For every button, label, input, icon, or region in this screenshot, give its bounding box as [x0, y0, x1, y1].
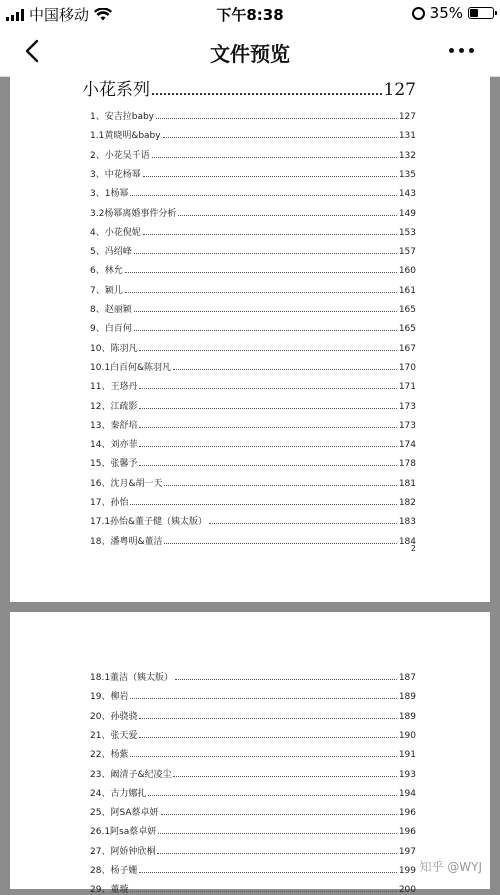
toc-heading-label: 小花系列: [82, 80, 150, 100]
toc-entry[interactable]: [90, 340, 416, 354]
toc-entry-page: 197: [398, 846, 416, 857]
toc-entry[interactable]: [90, 166, 416, 180]
toc-entry-label: 16、沈月&胡一天: [90, 478, 163, 489]
nav-bar: [0, 26, 500, 77]
toc-leader: [134, 253, 397, 254]
toc-entry-page: 190: [398, 730, 416, 741]
toc-entry-label: 23、阚清子&纪凌尘: [90, 769, 172, 780]
toc-leader: [125, 292, 397, 293]
toc-leader: [139, 872, 396, 873]
status-bar: [0, 0, 500, 26]
toc-entry[interactable]: [90, 147, 416, 161]
toc-entry-page: 149: [398, 208, 416, 219]
watermark: 知乎 @WYJ: [419, 860, 482, 874]
battery-fill: [470, 9, 478, 17]
toc-entry[interactable]: [90, 262, 416, 276]
more-options-icon[interactable]: [449, 48, 474, 53]
toc-entry[interactable]: [90, 359, 416, 373]
toc-entry-label: 1、安吉拉baby: [90, 112, 154, 122]
toc-entry-label: 18.1董洁（姨太版）: [90, 673, 174, 683]
toc-entry[interactable]: [90, 804, 416, 818]
toc-entry-label: 3、1杨幂: [90, 189, 129, 200]
toc-entry-label: 11、王珞丹: [90, 382, 138, 393]
toc-entry-label: 18、潘粤明&董洁: [90, 536, 163, 547]
toc-entry-label: 4、小花倪妮: [90, 227, 141, 238]
toc-entry-page: 160: [398, 266, 416, 277]
toc-entry-page: 194: [398, 788, 416, 799]
toc-leader: [139, 427, 396, 428]
toc-entry-page: 171: [398, 382, 416, 393]
toc-entry-page: 187: [398, 673, 416, 683]
toc-entry-label: 15、张馨予: [90, 459, 138, 470]
toc-leader: [178, 215, 396, 216]
toc-entry[interactable]: [90, 708, 416, 722]
document-page-1: [10, 76, 490, 602]
status-time: 下午8:38: [216, 6, 284, 24]
toc-leader: [143, 234, 397, 235]
toc-leader: [139, 465, 396, 466]
toc-leader: [130, 504, 396, 505]
toc-leader: [175, 679, 397, 680]
toc-entry-label: 12、江疏影: [90, 401, 138, 412]
toc-entry[interactable]: [90, 746, 416, 760]
toc-entry-label: 17.1孙怡&董子健（姨太版）: [90, 517, 208, 528]
toc-entry-page: 196: [398, 808, 416, 819]
toc-entry-page: 183: [398, 517, 416, 528]
toc-entry[interactable]: [90, 108, 416, 122]
toc-entry[interactable]: [90, 398, 416, 412]
toc-entry-label: 19、柳岩: [90, 692, 129, 703]
toc-leader: [139, 737, 396, 738]
toc-leader: [143, 176, 397, 177]
battery-percent: 35%: [429, 4, 463, 22]
toc-leader: [125, 272, 397, 273]
toc-entry-label: 21、张天爱: [90, 730, 138, 741]
toc-entry[interactable]: [90, 224, 416, 238]
toc-entry-page: 181: [398, 478, 416, 489]
toc-entry-page: 184: [398, 536, 416, 547]
toc-entry-label: 3.2杨幂离婚事件分析: [90, 208, 177, 219]
toc-entry-label: 10、陈羽凡: [90, 343, 138, 354]
toc-entry[interactable]: [90, 533, 416, 547]
toc-entry[interactable]: [90, 320, 416, 334]
toc-entry-page: 165: [398, 305, 416, 315]
toc-leader: [130, 891, 396, 892]
toc-entry-page: 127: [398, 112, 416, 122]
toc-entry[interactable]: [90, 243, 416, 257]
battery-icon: [468, 7, 494, 19]
toc-entry[interactable]: [90, 669, 416, 683]
toc-entry-page: 170: [398, 362, 416, 373]
toc-entry-page: 132: [398, 150, 416, 161]
document-page-2: [10, 612, 490, 895]
toc-entry-page: 161: [398, 285, 416, 296]
toc-entry[interactable]: [90, 727, 416, 741]
toc-entry-page: 153: [398, 227, 416, 238]
toc-entry[interactable]: [90, 417, 416, 431]
toc-entry[interactable]: [90, 881, 416, 895]
toc-leader: [148, 795, 396, 796]
toc-entry-page: 178: [398, 459, 416, 470]
toc-entry-label: 22、杨紫: [90, 750, 129, 761]
toc-entry[interactable]: [90, 785, 416, 799]
toc-entry[interactable]: [90, 185, 416, 199]
toc-leader: [152, 93, 382, 95]
toc-entry-label: 2、小花吴千语: [90, 150, 150, 161]
toc-entry-label: 25、阿SA蔡卓妍: [90, 808, 159, 819]
toc-entry-page: 191: [398, 750, 416, 761]
toc-entry[interactable]: [90, 301, 416, 315]
toc-leader: [130, 195, 396, 196]
toc-entry-label: 27、阿娇钟欣桐: [90, 846, 156, 857]
toc-entry[interactable]: [90, 823, 416, 837]
toc-heading[interactable]: [82, 76, 416, 100]
toc-entry[interactable]: [90, 688, 416, 702]
toc-entry-label: 20、孙骁骁: [90, 711, 138, 722]
carrier-name: 中国移动: [29, 6, 90, 24]
toc-entry-label: 17、孙怡: [90, 498, 129, 508]
toc-entry[interactable]: [90, 494, 416, 508]
toc-entry[interactable]: [90, 205, 416, 219]
toc-leader: [164, 485, 396, 486]
toc-leader: [139, 350, 396, 351]
toc-leader: [161, 814, 397, 815]
toc-entry[interactable]: [90, 282, 416, 296]
toc-entry-label: 8、赵丽颖: [90, 305, 132, 315]
toc-leader: [152, 157, 397, 158]
toc-entry-label: 6、林允: [90, 266, 123, 277]
toc-entry[interactable]: [90, 843, 416, 857]
toc-leader: [139, 446, 396, 447]
toc-entry-page: 167: [398, 343, 416, 354]
toc-leader: [173, 369, 397, 370]
orientation-lock-icon: [412, 7, 425, 20]
toc-entry-page: 143: [398, 189, 416, 200]
toc-entry-page: 196: [398, 827, 416, 838]
toc-entry[interactable]: [90, 475, 416, 489]
toc-leader: [139, 388, 396, 389]
toc-entry-label: 26.1阿sa蔡卓妍: [90, 827, 157, 838]
toc-entry-page: 199: [398, 866, 416, 876]
toc-leader: [173, 776, 396, 777]
toc-entry-label: 10.1白百何&陈羽凡: [90, 362, 172, 373]
toc-leader: [156, 118, 397, 119]
toc-entry-page: 189: [398, 711, 416, 722]
toc-entry-page: 157: [398, 247, 416, 258]
toc-leader: [164, 543, 396, 544]
toc-heading-page: 127: [383, 80, 416, 100]
toc-entry[interactable]: [90, 513, 416, 527]
toc-entry-label: 14、刘亦菲: [90, 440, 138, 451]
toc-entry[interactable]: [90, 436, 416, 450]
toc-entry-page: 189: [398, 692, 416, 703]
toc-entry-label: 7、颖儿: [90, 285, 123, 296]
toc-entry-label: 5、冯绍峰: [90, 247, 132, 258]
toc-entry-label: 1.1黄晓明&baby: [90, 131, 161, 142]
toc-entry[interactable]: [90, 766, 416, 780]
toc-leader: [134, 330, 397, 331]
toc-entry-page: 173: [398, 420, 416, 431]
toc-entry-label: 3、中花杨幂: [90, 169, 141, 180]
toc-leader: [158, 833, 397, 834]
toc-leader: [134, 311, 397, 312]
toc-leader: [130, 756, 396, 757]
toc-entry-page: 182: [398, 498, 416, 508]
toc-leader: [130, 698, 396, 699]
toc-entry-page: 193: [398, 769, 416, 780]
toc-entry-page: 200: [398, 885, 416, 895]
toc-entry-page: 173: [398, 401, 416, 412]
toc-leader: [139, 408, 396, 409]
toc-entry[interactable]: [90, 127, 416, 141]
toc-entry-label: 13、秦舒培: [90, 420, 138, 431]
toc-entry-page: 174: [398, 440, 416, 451]
toc-leader: [157, 853, 396, 854]
toc-leader: [139, 718, 396, 719]
toc-entry-label: 9、白百何: [90, 324, 132, 335]
toc-entry-page: 135: [398, 169, 416, 180]
toc-entry-label: 29、董璇: [90, 885, 129, 895]
toc-leader: [163, 137, 397, 138]
toc-entry[interactable]: [90, 455, 416, 469]
toc-entry-label: 28、杨子姗: [90, 866, 138, 876]
toc-entry-label: 24、古力娜扎: [90, 788, 147, 799]
toc-entry[interactable]: [90, 378, 416, 392]
page-number: 2: [410, 544, 416, 553]
toc-entry[interactable]: [90, 862, 416, 876]
toc-entry-page: 131: [398, 131, 416, 142]
toc-leader: [209, 523, 397, 524]
page-title: 文件预览: [210, 42, 290, 66]
toc-entry-page: 165: [398, 324, 416, 335]
